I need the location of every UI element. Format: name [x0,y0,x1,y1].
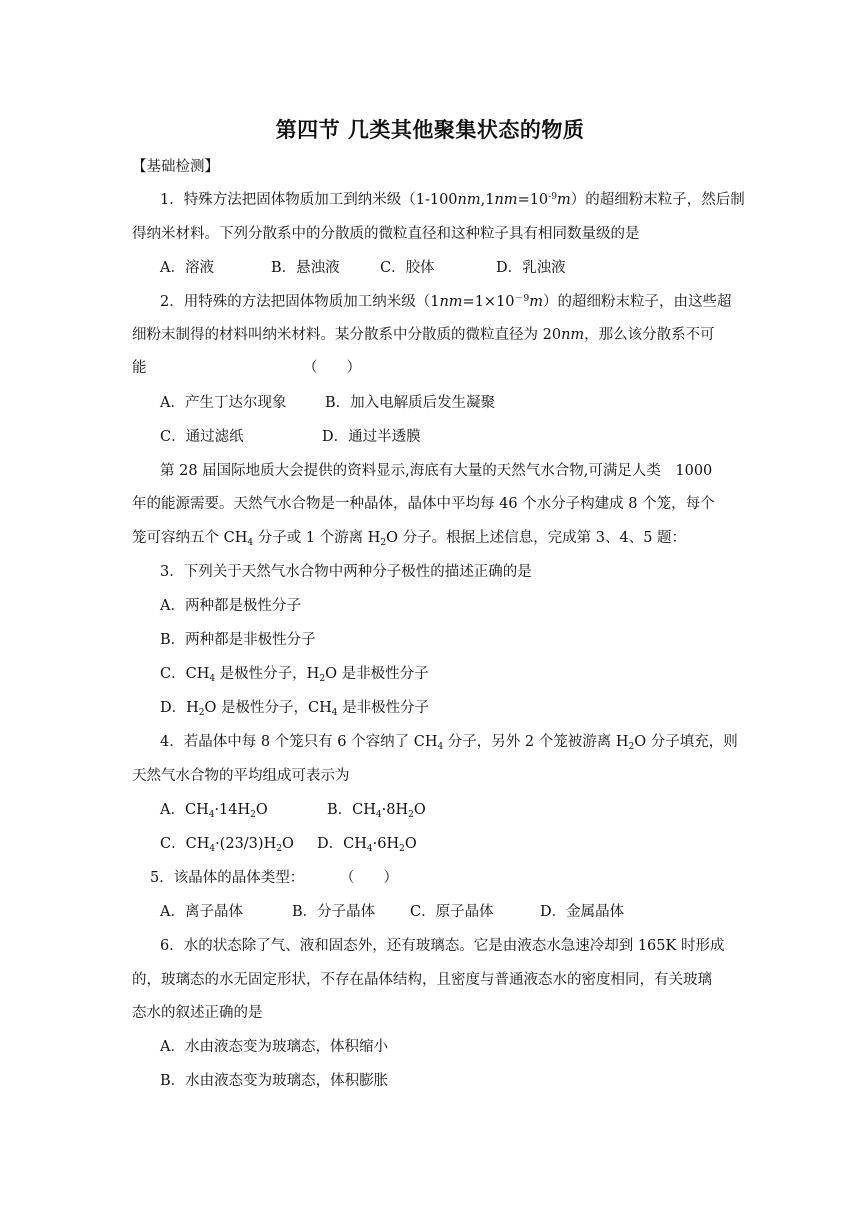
q5-option-a: A．离子晶体 [160,904,243,920]
q6-option-b: B．水由液态变为玻璃态，体积膨胀 [160,1073,389,1089]
q5-stem: 5．该晶体的晶体类型： [150,870,305,886]
q3-option-a: A．两种都是极性分子 [160,598,301,614]
q2-option-b: B．加入电解质后发生凝聚 [325,395,496,411]
q4-option-b: B．$CH_4\cdot 8H_2O$ [327,802,426,820]
q5-answer-paren: （ ） [340,870,398,886]
q2-option-c: C．通过滤纸 [160,429,244,445]
q4-option-a: A．$CH_4\cdot 14H_2O$ [160,802,268,820]
page-title: 第四节 几类其他聚集状态的物质 [275,118,585,142]
q2-option-d: D．通过半透膜 [322,429,421,445]
q3-option-c: C．$CH_4$ 是极性分子，$H_2O$ 是非极性分子 [160,666,429,684]
passage-line-2: 年的能源需要。天然气水合物是一种晶体，晶体中平均每 46 个水分子构建成 8 个笼，每个 [132,496,715,512]
q1-option-a: A．溶液 [160,260,214,276]
q1-option-c: C．胶体 [380,260,435,276]
q3-stem: 3．下列关于天然气水合物中两种分子极性的描述正确的是 [160,564,532,580]
q6-line-2: 的，玻璃态的水无固定形状，不存在晶体结构，且密度与普通液态水的密度相同，有关玻璃 [132,972,712,988]
q1-line-1: 1．特殊方法把固体物质加工到纳米级$(1-100nm,1nm=10^{-9}m)$的超细粉末粒子，然后制 [160,192,745,208]
q6-line-3: 态水的叙述正确的是 [132,1005,263,1021]
q1-option-b: B．悬浊液 [271,260,340,276]
q5-option-b: B．分子晶体 [292,904,376,920]
q1-option-d: D．乳浊液 [496,260,566,276]
passage-line-3: 笼可容纳五个 $CH_4$ 分子或 1 个游离 $H_2O$ 分子。根据上述信息，完成第 3、4、5 题： [132,530,687,548]
q2-line-1: 2．用特殊的方法把固体物质加工纳米级$(1nm=1\times 10^{-9}m)$的超细粉末粒子，由这些超 [160,294,732,310]
q4-option-d: D．$CH_4\cdot 6H_2O$ [317,836,417,854]
q5-option-d: D．金属晶体 [540,904,625,920]
q2-line-3: 能 [132,360,147,376]
q2-option-a: A．产生丁达尔现象 [160,395,287,411]
q3-option-d: D．$H_2O$ 是极性分子，$CH_4$ 是非极性分子 [160,700,430,718]
q4-line-2: 天然气水合物的平均组成可表示为 [132,768,350,784]
q2-answer-paren: （ ） [303,360,361,376]
q6-line-1: 6．水的状态除了气、液和固态外，还有玻璃态。它是由液态水急速冷却到 165K 时形成 [160,938,725,954]
q6-option-a: A．水由液态变为玻璃态，体积缩小 [160,1039,388,1055]
q1-line-2: 得纳米材料。下列分散系中的分散质的微粒直径和这种粒子具有相同数量级的是 [132,226,640,242]
passage-line-1: 第 28 届国际地质大会提供的资料显示,海底有大量的天然气水合物,可满足人类 1000 [160,463,713,479]
q4-line-1: 4．若晶体中每 8 个笼只有 6 个容纳了 $CH_4$ 分子，另外 2 个笼被游离 $H_2O$ 分子填充，则 [160,734,738,752]
section-heading: 【基础检测】 [132,159,219,175]
q5-option-c: C．原子晶体 [410,904,494,920]
q3-option-b: B．两种都是非极性分子 [160,632,316,648]
q2-line-2: 细粉末制得的材料叫纳米材料。某分散系中分散质的微粒直径为 20nm，那么该分散系不可 [132,327,715,343]
q4-option-c: C．$CH_4\cdot(23/3)H_2O$ [160,836,294,854]
